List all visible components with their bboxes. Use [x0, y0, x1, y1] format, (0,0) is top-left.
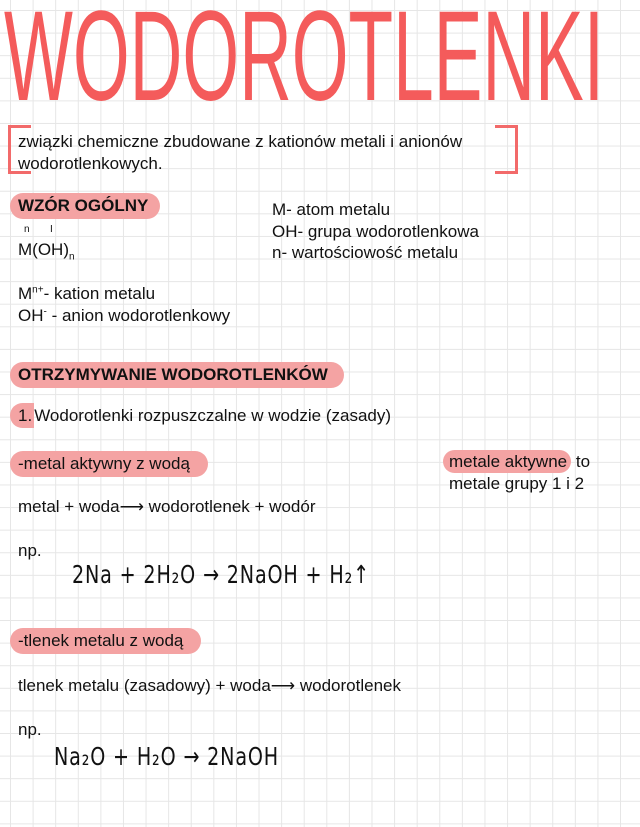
example-label-1: np.: [18, 541, 42, 560]
formula-sub: n: [68, 251, 75, 263]
anion-line: OH- - anion wodorotlenkowy: [18, 306, 231, 325]
valence-n: n: [24, 224, 30, 235]
formula-legend: [272, 199, 479, 264]
valence-i: I: [50, 224, 53, 235]
definition: związki chemiczne zbudowane z kationów metali i anionów wodorotlenkowych.: [18, 132, 463, 173]
legend-item: OH- grupa wodorotlenkowa: [272, 221, 479, 241]
section-heading-general-formula: WZÓR OGÓLNY: [10, 193, 160, 219]
equation-1: metal + woda⟶ wodorotlenek + wodór: [18, 497, 316, 516]
example-2-equation: Na₂O + H₂O → 2NaOH: [54, 742, 280, 771]
svg-text:WODOROTLENKI: WODOROTLENKI: [4, 0, 604, 110]
cation-line: $M^{n+}-$ kation metalu: [18, 284, 156, 303]
method-1: -metal aktywny z wodą: [10, 451, 208, 477]
section-heading-obtaining: OTRZYMYWANIE WODOROTLENKÓW: [10, 362, 344, 388]
formula-base: M(OH): [18, 240, 69, 259]
method-2: -tlenek metalu z wodą: [10, 628, 201, 654]
legend-item: M- atom metalu: [272, 200, 391, 219]
general-formula: [18, 240, 75, 262]
point-1: 1. Wodorotlenki rozpuszczalne w wodzie (zasady): [10, 406, 391, 426]
example-1-equation: 2Na + 2H₂O → 2NaOH + H₂↑: [72, 560, 370, 589]
active-metals-note: metale aktywne to metale grupy 1 i 2: [443, 451, 590, 495]
example-label-2: np.: [18, 720, 42, 739]
page-title: [0, 0, 640, 110]
equation-2: tlenek metalu (zasadowy) + woda⟶ wodorotlenek: [18, 676, 401, 695]
legend-item: n- wartościowość metalu: [272, 243, 459, 262]
